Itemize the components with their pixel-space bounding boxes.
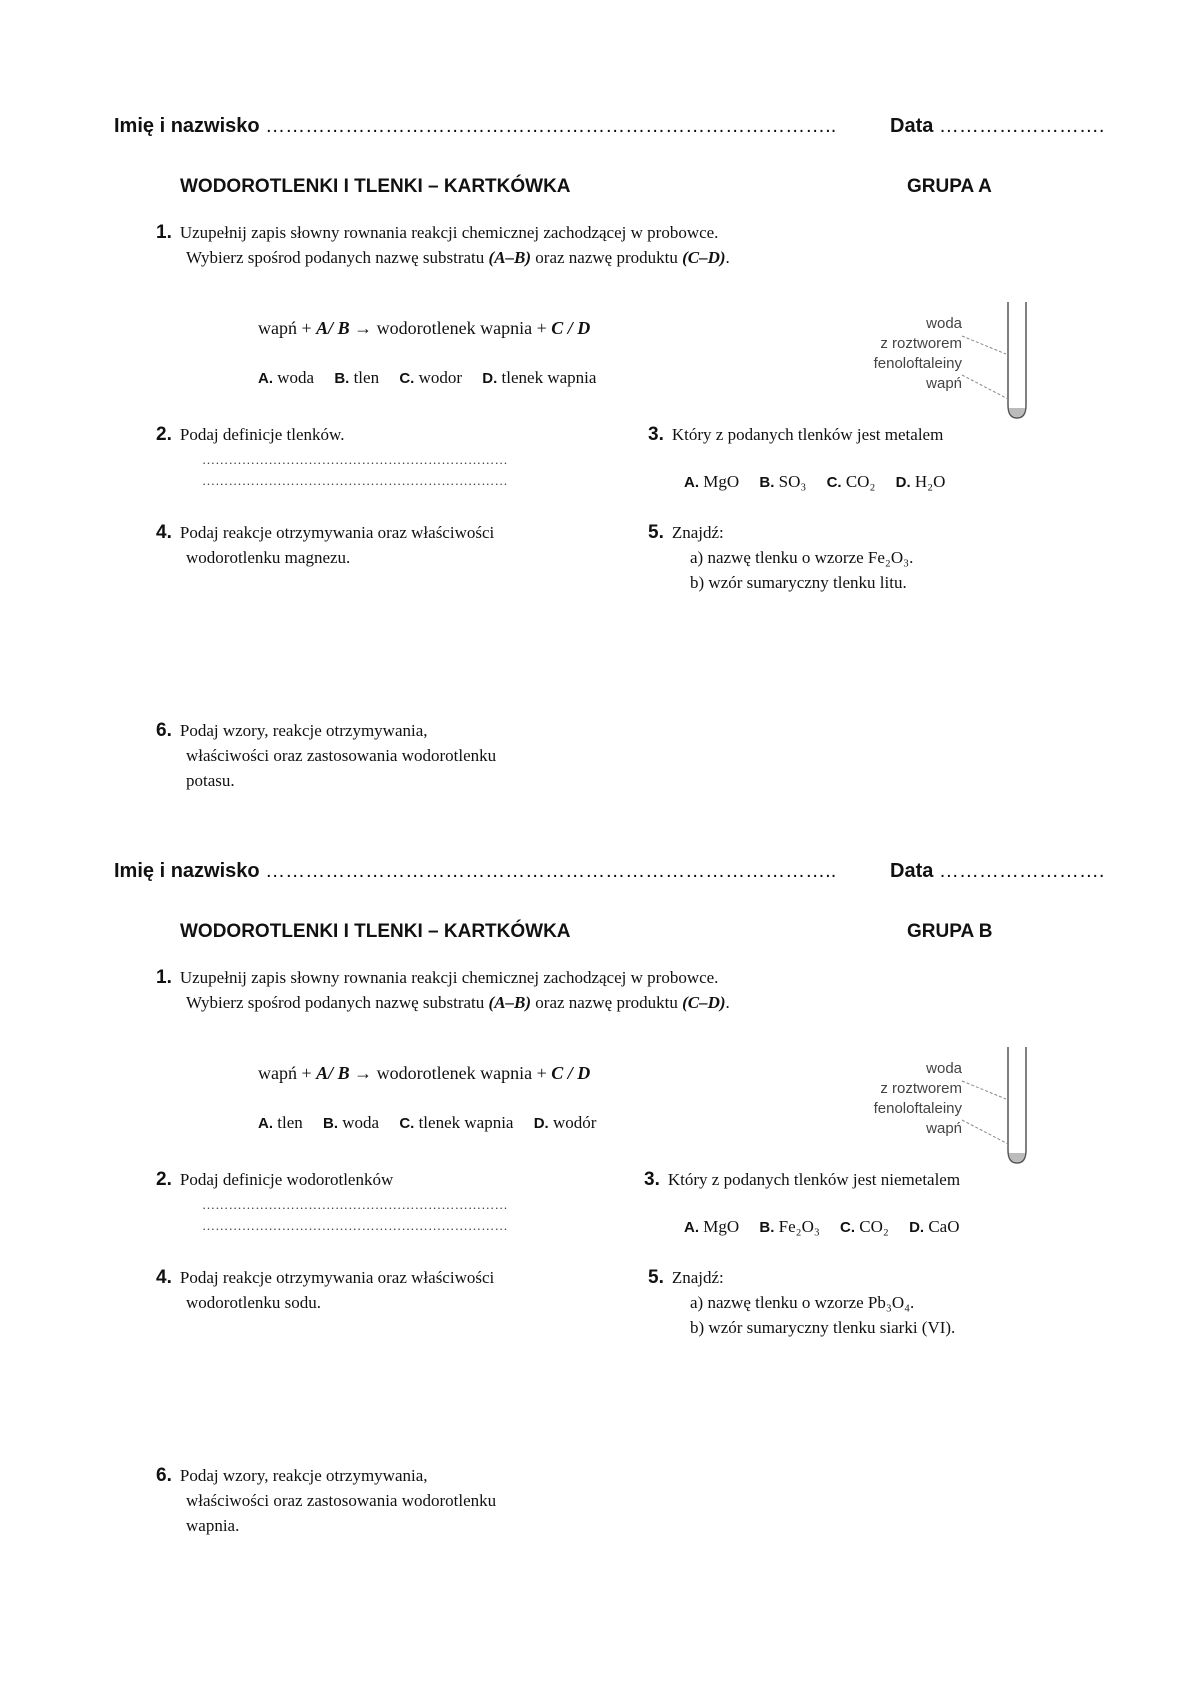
option-c[interactable] xyxy=(827,472,876,492)
q5-part-b: b) wzór sumaryczny tlenku litu. xyxy=(690,573,907,592)
date-field[interactable] xyxy=(890,115,1104,138)
figure-label-solution: z roztworem xyxy=(880,1080,962,1097)
question-number: 4. xyxy=(156,1267,172,1288)
eq-mid: → wodorotlenek wapnia + xyxy=(349,1063,552,1083)
name-field[interactable] xyxy=(114,860,836,883)
q1-cd: (C–D) xyxy=(682,993,726,1012)
test-tube-labels xyxy=(820,314,962,394)
question-number: 2. xyxy=(156,1169,172,1190)
option-text: wodór xyxy=(552,1113,597,1132)
option-d[interactable] xyxy=(534,1113,597,1133)
question-2 xyxy=(156,422,344,447)
figure-label-phenolphthalein: fenoloftaleiny xyxy=(873,355,962,372)
option-a[interactable] xyxy=(258,368,314,388)
group-label: GRUPA B xyxy=(907,921,993,942)
group-label: GRUPA A xyxy=(907,176,992,197)
question-number: 1. xyxy=(156,222,172,243)
option-a[interactable] xyxy=(684,472,739,492)
q6-line3: wapnia. xyxy=(186,1516,240,1535)
question-number: 5. xyxy=(648,522,664,543)
q1-ab: (A–B) xyxy=(488,248,532,267)
q5-part-a: a) nazwę tlenku o wzorze Pb₃O₄. xyxy=(690,1293,915,1312)
question-number: 3. xyxy=(648,424,664,445)
question-number: 4. xyxy=(156,522,172,543)
q5-text: Znajdź: xyxy=(671,523,724,542)
option-letter: A. xyxy=(258,370,273,387)
test-tube-icon xyxy=(960,300,1040,425)
test-tube-icon xyxy=(960,1045,1040,1170)
eq-ab: A/ B xyxy=(316,318,350,338)
option-text: Fe₂O₃ xyxy=(778,1217,820,1236)
quiz-sheet-group-a xyxy=(0,100,1200,844)
reaction-equation xyxy=(258,1063,590,1084)
figure-label-calcium: wapń xyxy=(926,1120,962,1137)
option-a[interactable] xyxy=(258,1113,303,1133)
question-number: 2. xyxy=(156,424,172,445)
quiz-title: WODOROTLENKI I TLENKI – KARTKÓWKA xyxy=(180,921,571,942)
q1-options xyxy=(258,1113,612,1133)
option-letter: A. xyxy=(258,1115,273,1132)
option-letter: C. xyxy=(826,474,842,491)
option-d[interactable] xyxy=(482,368,596,388)
q6-line2: właściwości oraz zastosowania wodorotlenku xyxy=(186,1491,497,1510)
eq-ab: A/ B xyxy=(316,1063,350,1083)
answer-line-2[interactable]: …………………………………………………………… xyxy=(202,473,508,488)
option-letter: B. xyxy=(759,474,775,491)
option-c[interactable] xyxy=(840,1217,889,1237)
name-field[interactable] xyxy=(114,115,836,138)
q3-text: Który z podanych tlenków jest metalem xyxy=(671,425,944,444)
q1-line2-mid: oraz nazwę produktu xyxy=(531,993,683,1012)
question-number: 1. xyxy=(156,967,172,988)
figure-label-solution: z roztworem xyxy=(880,335,962,352)
q4-line2: wodorotlenku sodu. xyxy=(186,1293,322,1312)
option-letter: D. xyxy=(895,474,911,491)
question-number: 5. xyxy=(648,1267,664,1288)
question-6 xyxy=(156,718,496,793)
option-b[interactable] xyxy=(334,368,379,388)
option-text: woda xyxy=(342,1113,380,1132)
figure-label-calcium: wapń xyxy=(926,375,962,392)
question-1 xyxy=(156,965,730,1015)
question-4 xyxy=(156,1265,494,1315)
option-letter: B. xyxy=(334,370,350,387)
q1-cd: (C–D) xyxy=(682,248,726,267)
q1-line2-mid: oraz nazwę produktu xyxy=(531,248,683,267)
eq-pre: wapń + xyxy=(258,1063,317,1083)
name-dots: ………………………………………………………………………….. xyxy=(265,860,837,882)
eq-pre: wapń + xyxy=(258,318,317,338)
question-number: 6. xyxy=(156,720,172,741)
option-text: woda xyxy=(277,368,315,387)
date-label: Data xyxy=(890,860,934,882)
question-4 xyxy=(156,520,494,570)
figure-label-water: woda xyxy=(926,315,962,332)
quiz-title: WODOROTLENKI I TLENKI – KARTKÓWKA xyxy=(180,176,571,197)
q1-line2 xyxy=(156,245,730,270)
option-letter: C. xyxy=(399,1115,415,1132)
eq-cd: C / D xyxy=(551,318,591,338)
option-text: wodor xyxy=(418,368,463,387)
test-tube-labels xyxy=(820,1059,962,1139)
question-3 xyxy=(644,1167,960,1192)
option-text: tlen xyxy=(277,1113,303,1132)
q1-line2-end: . xyxy=(725,248,730,267)
option-text: CO₂ xyxy=(859,1217,889,1236)
option-letter: C. xyxy=(399,370,415,387)
q3-options xyxy=(684,1217,976,1237)
q5-part-a: a) nazwę tlenku o wzorze Fe₂O₃. xyxy=(690,548,914,567)
option-letter: C. xyxy=(840,1219,856,1236)
date-dots: ……………………. xyxy=(938,115,1105,137)
eq-cd: C / D xyxy=(551,1063,591,1083)
option-text: SO₃ xyxy=(778,472,807,491)
eq-mid: → wodorotlenek wapnia + xyxy=(349,318,552,338)
q1-line2 xyxy=(156,990,730,1015)
question-2 xyxy=(156,1167,393,1192)
answer-line-1[interactable]: …………………………………………………………… xyxy=(202,452,508,467)
option-d[interactable] xyxy=(896,472,946,492)
q5-text: Znajdź: xyxy=(671,1268,724,1287)
q6-line2: właściwości oraz zastosowania wodorotlenku xyxy=(186,746,497,765)
option-a[interactable] xyxy=(684,1217,739,1237)
q1-line2-end: . xyxy=(725,993,730,1012)
question-number: 6. xyxy=(156,1465,172,1486)
q6-line3: potasu. xyxy=(186,771,235,790)
option-b[interactable] xyxy=(323,1113,379,1133)
option-text: CaO xyxy=(928,1217,960,1236)
option-b[interactable] xyxy=(759,1217,819,1237)
q5-part-b: b) wzór sumaryczny tlenku siarki (VI). xyxy=(690,1318,956,1337)
q1-options xyxy=(258,368,612,388)
q4-line1: Podaj reakcje otrzymywania oraz właściwości xyxy=(179,523,495,542)
q1-line2-pre: Wybierz spośrod podanych nazwę substratu xyxy=(186,993,489,1012)
option-text: tlenek wapnia xyxy=(501,368,597,387)
option-letter: B. xyxy=(759,1219,775,1236)
question-5 xyxy=(648,1265,955,1340)
question-6 xyxy=(156,1463,496,1538)
date-field[interactable] xyxy=(890,860,1104,883)
name-label: Imię i nazwisko xyxy=(114,860,260,882)
option-c[interactable] xyxy=(399,1113,513,1133)
option-letter: D. xyxy=(482,370,498,387)
answer-line-1[interactable]: …………………………………………………………… xyxy=(202,1197,508,1212)
option-text: MgO xyxy=(703,472,740,491)
option-letter: A. xyxy=(684,1219,699,1236)
option-d[interactable] xyxy=(909,1217,959,1237)
option-b[interactable] xyxy=(759,472,806,492)
q1-line2-pre: Wybierz spośrod podanych nazwę substratu xyxy=(186,248,489,267)
option-text: tlenek wapnia xyxy=(418,1113,514,1132)
q6-line1: Podaj wzory, reakcje otrzymywania, xyxy=(179,721,428,740)
option-text: MgO xyxy=(703,1217,740,1236)
answer-line-2[interactable]: …………………………………………………………… xyxy=(202,1218,508,1233)
option-letter: D. xyxy=(909,1219,925,1236)
name-label: Imię i nazwisko xyxy=(114,115,260,137)
question-1 xyxy=(156,220,730,270)
q6-line1: Podaj wzory, reakcje otrzymywania, xyxy=(179,1466,428,1485)
q4-line2: wodorotlenku magnezu. xyxy=(186,548,351,567)
question-3 xyxy=(648,422,943,447)
option-letter: B. xyxy=(323,1115,338,1132)
q1-line1: Uzupełnij zapis słowny rownania reakcji chemicznej zachodzącej w probowce. xyxy=(179,968,719,987)
q2-text: Podaj definicje wodorotlenków xyxy=(179,1170,394,1189)
option-c[interactable] xyxy=(399,368,462,388)
option-text: tlen xyxy=(353,368,380,387)
date-dots: ……………………. xyxy=(938,860,1105,882)
q4-line1: Podaj reakcje otrzymywania oraz właściwości xyxy=(179,1268,495,1287)
q1-ab: (A–B) xyxy=(488,993,532,1012)
figure-label-water: woda xyxy=(926,1060,962,1077)
question-5 xyxy=(648,520,913,595)
q2-text: Podaj definicje tlenków. xyxy=(179,425,345,444)
q1-line1: Uzupełnij zapis słowny rownania reakcji chemicznej zachodzącej w probowce. xyxy=(179,223,719,242)
question-number: 3. xyxy=(644,1169,660,1190)
date-label: Data xyxy=(890,115,934,137)
quiz-sheet-group-b xyxy=(0,845,1200,1589)
option-letter: D. xyxy=(533,1115,549,1132)
reaction-equation xyxy=(258,318,590,339)
name-dots: ………………………………………………………………………….. xyxy=(265,115,837,137)
option-letter: A. xyxy=(684,474,699,491)
option-text: H₂O xyxy=(914,472,946,491)
option-text: CO₂ xyxy=(845,472,876,491)
q3-text: Który z podanych tlenków jest niemetalem xyxy=(667,1170,961,1189)
figure-label-phenolphthalein: fenoloftaleiny xyxy=(873,1100,962,1117)
q3-options xyxy=(684,472,961,492)
